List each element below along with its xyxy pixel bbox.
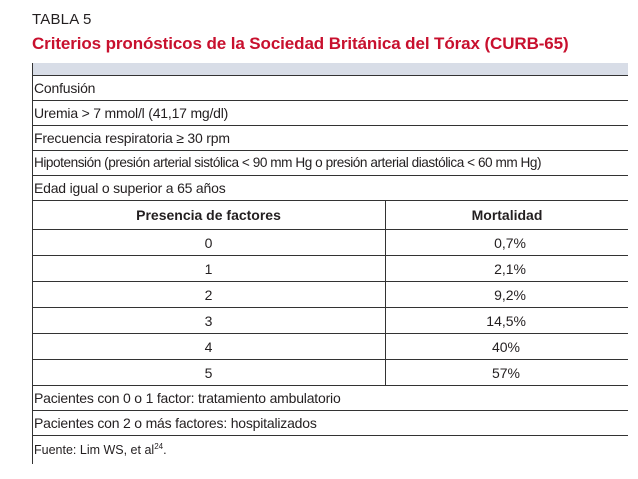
criteria-row <box>32 76 628 101</box>
criterion-age: Edad igual o superior a 65 años <box>34 180 226 196</box>
note-ambulatory: Pacientes con 0 o 1 factor: tratamiento ambulatorio <box>34 390 341 406</box>
criterion-respiratory-rate: Frecuencia respiratoria ≥ 30 rpm <box>34 130 230 146</box>
source-text: Fuente: Lim WS, et al <box>34 443 155 457</box>
factors-cell: 3 <box>32 308 386 333</box>
mortality-cell: 40% <box>491 339 520 355</box>
note-row <box>32 411 628 436</box>
table-row <box>32 282 628 308</box>
factors-cell: 2 <box>32 282 386 307</box>
table-header-row <box>32 201 628 230</box>
source-end: . <box>163 443 167 457</box>
criteria-row <box>32 126 628 151</box>
header-band <box>32 63 628 75</box>
criteria-row <box>32 101 628 126</box>
mortality-cell: 9,2% <box>494 287 526 303</box>
factors-cell: 4 <box>32 334 386 359</box>
column-header-factors: Presencia de factores <box>32 201 386 229</box>
note-row <box>32 386 628 411</box>
table-row <box>32 308 628 334</box>
table-number-label: TABLA 5 <box>32 11 92 28</box>
table-row <box>32 334 628 360</box>
mortality-cell: 57% <box>491 365 520 381</box>
mortality-cell: 14,5% <box>486 313 526 329</box>
criterion-uremia: Uremia > 7 mmol/l (41,17 mg/dl) <box>34 105 229 121</box>
factors-cell: 1 <box>32 256 386 281</box>
mortality-cell: 0,7% <box>494 235 526 251</box>
criteria-row <box>32 151 628 176</box>
table-row <box>32 256 628 282</box>
criterion-hypotension: Hipotensión (presión arterial sistólica < 90 mm Hg o presión arterial diastólica < 60 mm Hg) <box>34 155 542 170</box>
source-note <box>34 443 167 457</box>
table-title: Criterios pronósticos de la Sociedad Británica del Tórax (CURB-65) <box>32 34 569 53</box>
criteria-row <box>32 176 628 201</box>
factors-cell: 0 <box>32 230 386 255</box>
criterion-confusion: Confusión <box>34 80 96 96</box>
factors-cell: 5 <box>32 360 386 385</box>
mortality-cell: 2,1% <box>494 261 526 277</box>
column-header-mortality: Mortalidad <box>471 207 543 223</box>
table-row <box>32 230 628 256</box>
source-reference: 24 <box>154 441 164 451</box>
note-hospitalized: Pacientes con 2 o más factores: hospitalizados <box>34 415 317 431</box>
table-row <box>32 360 628 386</box>
